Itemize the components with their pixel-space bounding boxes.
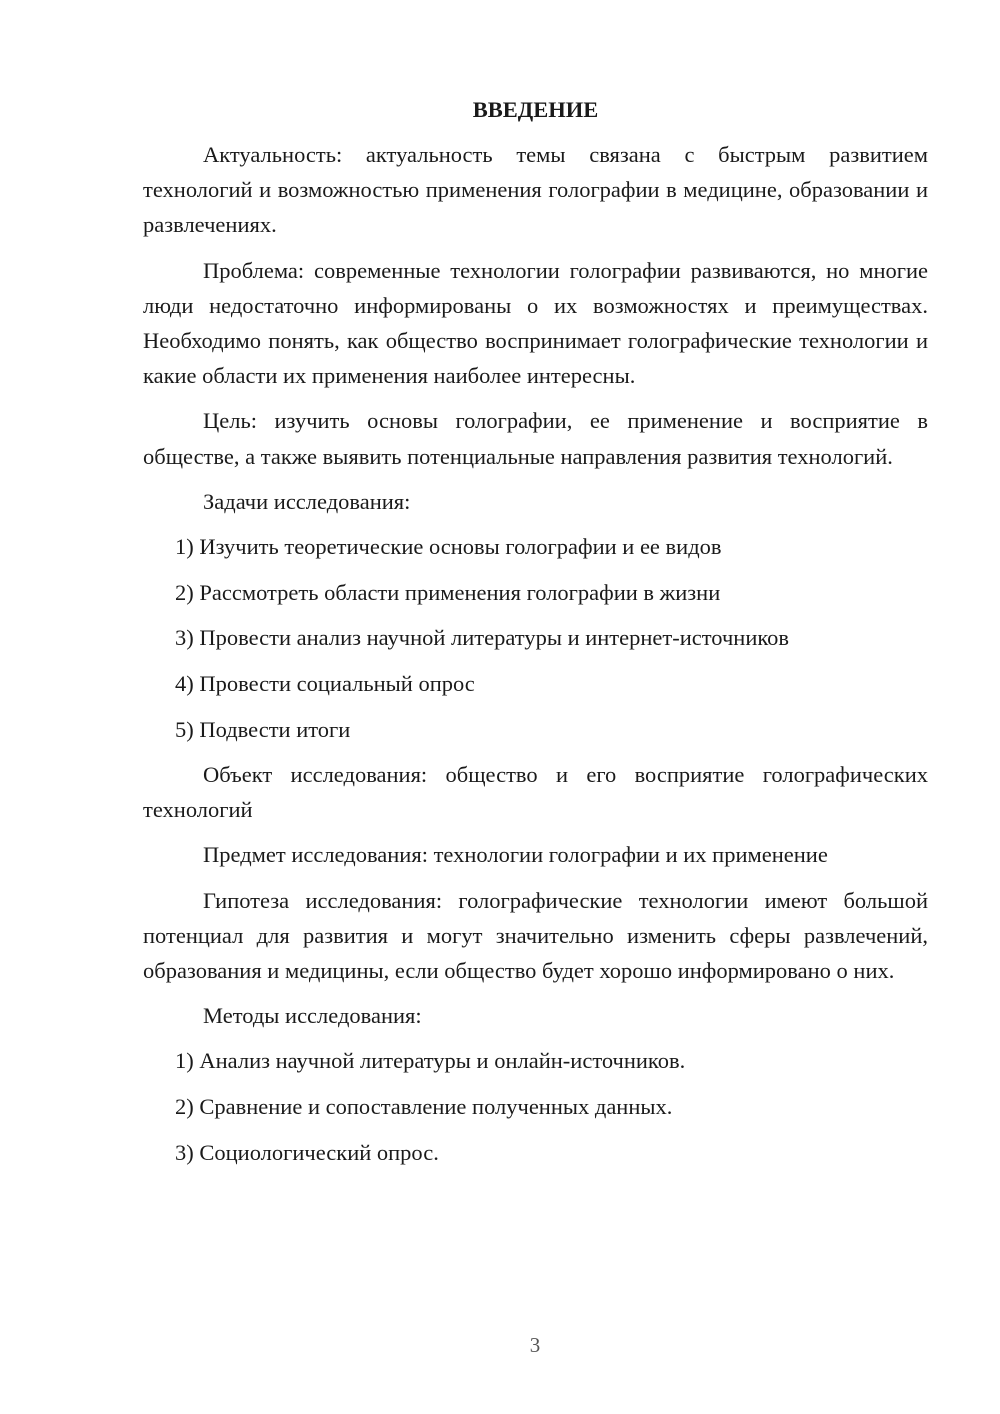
task-item: 4) Провести социальный опрос xyxy=(175,671,475,697)
task-item: 1) Изучить теоретические основы голографии и ее видов xyxy=(175,534,722,560)
method-item: 1) Анализ научной литературы и онлайн-источников. xyxy=(175,1048,686,1074)
document-page xyxy=(143,92,928,1180)
relevance-paragraph: Актуальность: актуальность темы связана с быстрым развитием технологий и возможностью применения голографии в медицине, образовании и развлечениях. xyxy=(143,142,928,238)
methods-list xyxy=(143,1043,928,1170)
object-paragraph: Объект исследования: общество и его восприятие голографических технологий xyxy=(143,762,928,823)
tasks-heading: Задачи исследования: xyxy=(203,488,411,514)
methods-heading: Методы исследования: xyxy=(203,1003,422,1029)
task-item: 2) Рассмотреть области применения голографии в жизни xyxy=(175,579,721,605)
hypothesis-paragraph: Гипотеза исследования: голографические технологии имеют большой потенциал для развития и могут значительно изменить сферы развлечений, образования и медицины, если общество будет хорошо информировано о них. xyxy=(143,887,928,984)
tasks-list xyxy=(143,529,928,747)
method-item: 2) Сравнение и сопоставление полученных данных. xyxy=(175,1094,673,1120)
subject-paragraph: Предмет исследования: технологии голографии и их применение xyxy=(203,842,828,868)
page-number: 3 xyxy=(529,1333,541,1357)
task-item: 5) Подвести итоги xyxy=(175,716,351,742)
page-title: ВВЕДЕНИЕ xyxy=(472,97,599,122)
method-item: 3) Социологический опрос. xyxy=(175,1139,439,1165)
problem-paragraph: Проблема: современные технологии голографии развиваются, но многие люди недостаточно информированы о их возможностях и преимуществах. Необходимо понять, как общество воспринимает голографические технологии и какие области их применения наиболее интересны. xyxy=(143,257,928,389)
goal-paragraph: Цель: изучить основы голографии, ее применение и восприятие в обществе, а также выявить потенциальные направления развития технологий. xyxy=(143,408,928,469)
task-item: 3) Провести анализ научной литературы и интернет-источников xyxy=(175,625,790,651)
